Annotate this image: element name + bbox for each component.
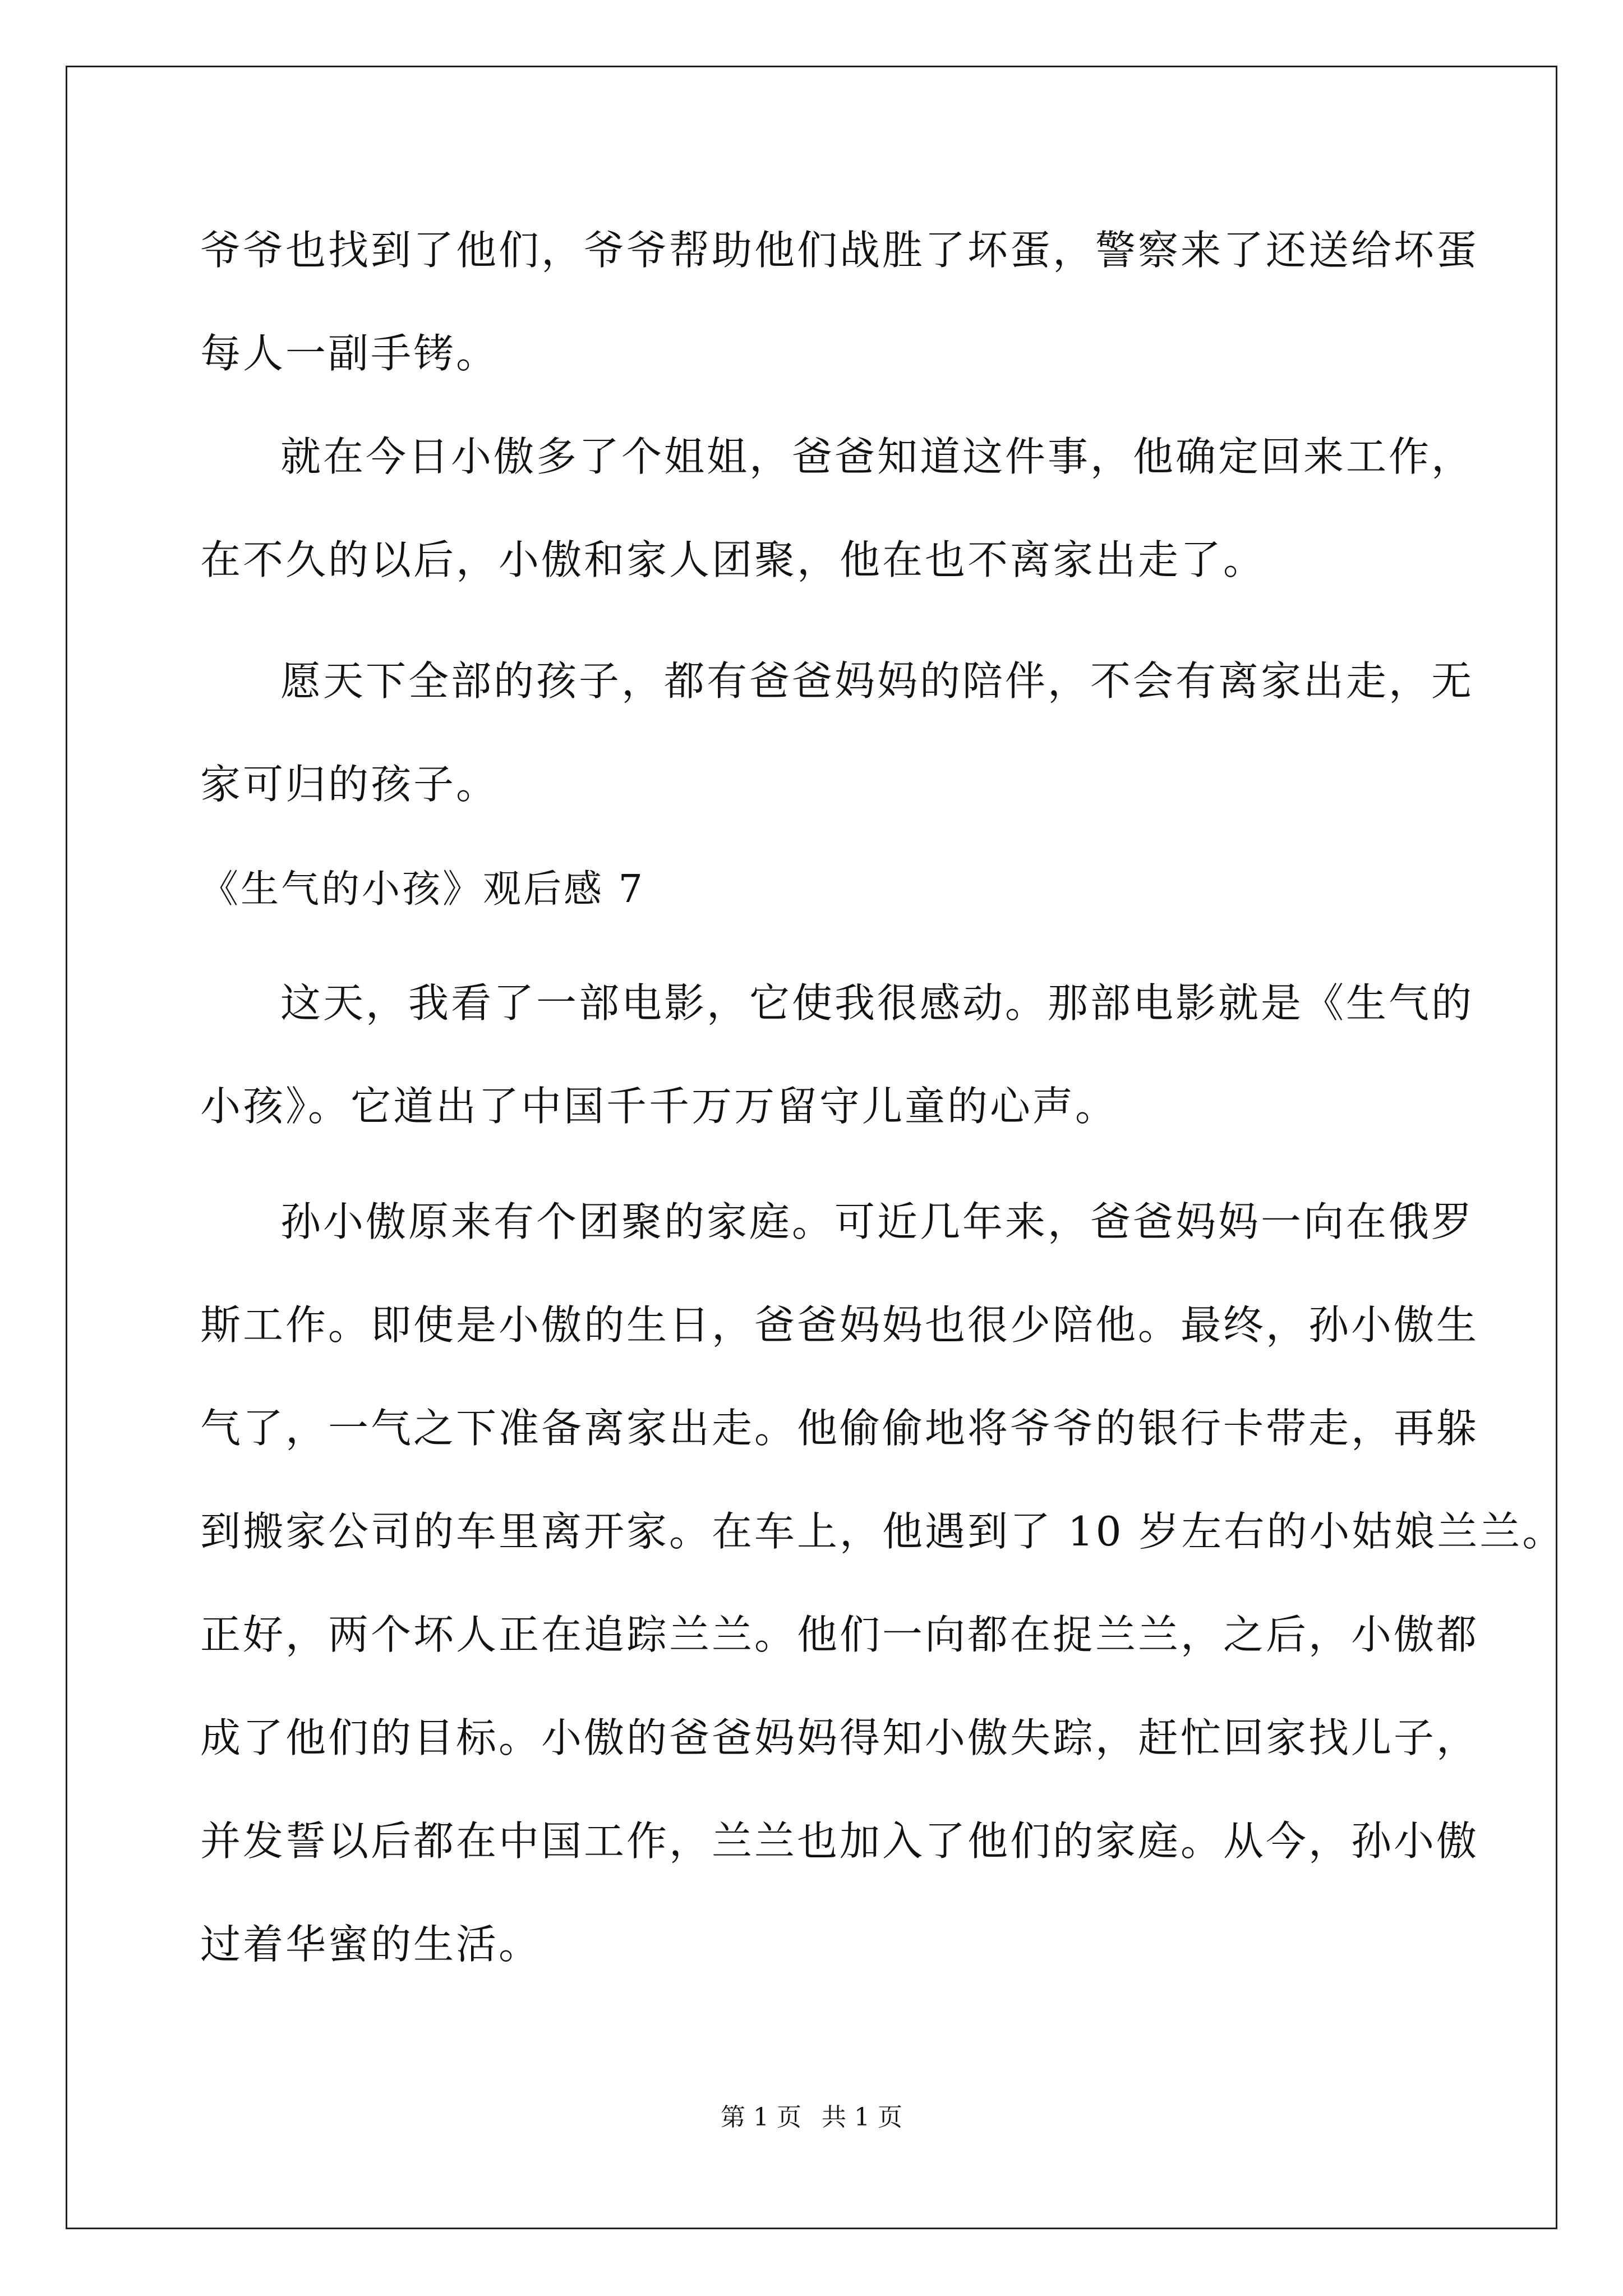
text-line-2: 每人一副手铐。 bbox=[200, 330, 499, 377]
text-line-10: 孙小傲原来有个团聚的家庭。可近几年来，爸爸妈妈一向在俄罗 bbox=[280, 1198, 1474, 1245]
page-border bbox=[66, 66, 1557, 2229]
text-line-14: 正好，两个坏人正在追踪兰兰。他们一向都在捉兰兰，之后，小傲都 bbox=[200, 1611, 1479, 1658]
page-total: 共 1 页 bbox=[822, 2103, 902, 2132]
text-line-17: 过着华蜜的生活。 bbox=[200, 1921, 542, 1968]
text-line-3: 就在今日小傲多了个姐姐，爸爸知道这件事，他确定回来工作， bbox=[280, 433, 1474, 480]
text-line-16: 并发誓以后都在中国工作，兰兰也加入了他们的家庭。从今，孙小傲 bbox=[200, 1818, 1479, 1865]
text-line-4: 在不久的以后，小傲和家人团聚，他在也不离家出走了。 bbox=[200, 536, 1266, 583]
text-line-13: 到搬家公司的车里离开家。在车上，他遇到了 10 岁左右的小姑娘兰兰。 bbox=[200, 1508, 1565, 1555]
section-heading: 《生气的小孩》观后感 7 bbox=[200, 867, 645, 912]
text-line-9: 小孩》。它道出了中国千千万万留守儿童的心声。 bbox=[200, 1083, 1118, 1130]
text-line-15: 成了他们的目标。小傲的爸爸妈妈得知小傲失踪，赶忙回家找儿子， bbox=[200, 1714, 1479, 1761]
text-line-8: 这天，我看了一部电影，它使我很感动。那部电影就是《生气的 bbox=[280, 979, 1474, 1027]
text-line-6: 家可归的孩子。 bbox=[200, 761, 499, 808]
text-line-11: 斯工作。即使是小傲的生日，爸爸妈妈也很少陪他。最终，孙小傲生 bbox=[200, 1301, 1479, 1349]
text-line-1: 爷爷也找到了他们，爷爷帮助他们战胜了坏蛋，警察来了还送给坏蛋 bbox=[200, 227, 1479, 274]
page-number: 第 1 页 bbox=[721, 2103, 801, 2132]
text-line-12: 气了，一气之下准备离家出走。他偷偷地将爷爷的银行卡带走，再躲 bbox=[200, 1405, 1479, 1452]
page-footer bbox=[0, 2101, 1623, 2134]
text-line-5: 愿天下全部的孩子，都有爸爸妈妈的陪伴，不会有离家出走，无 bbox=[280, 657, 1474, 705]
